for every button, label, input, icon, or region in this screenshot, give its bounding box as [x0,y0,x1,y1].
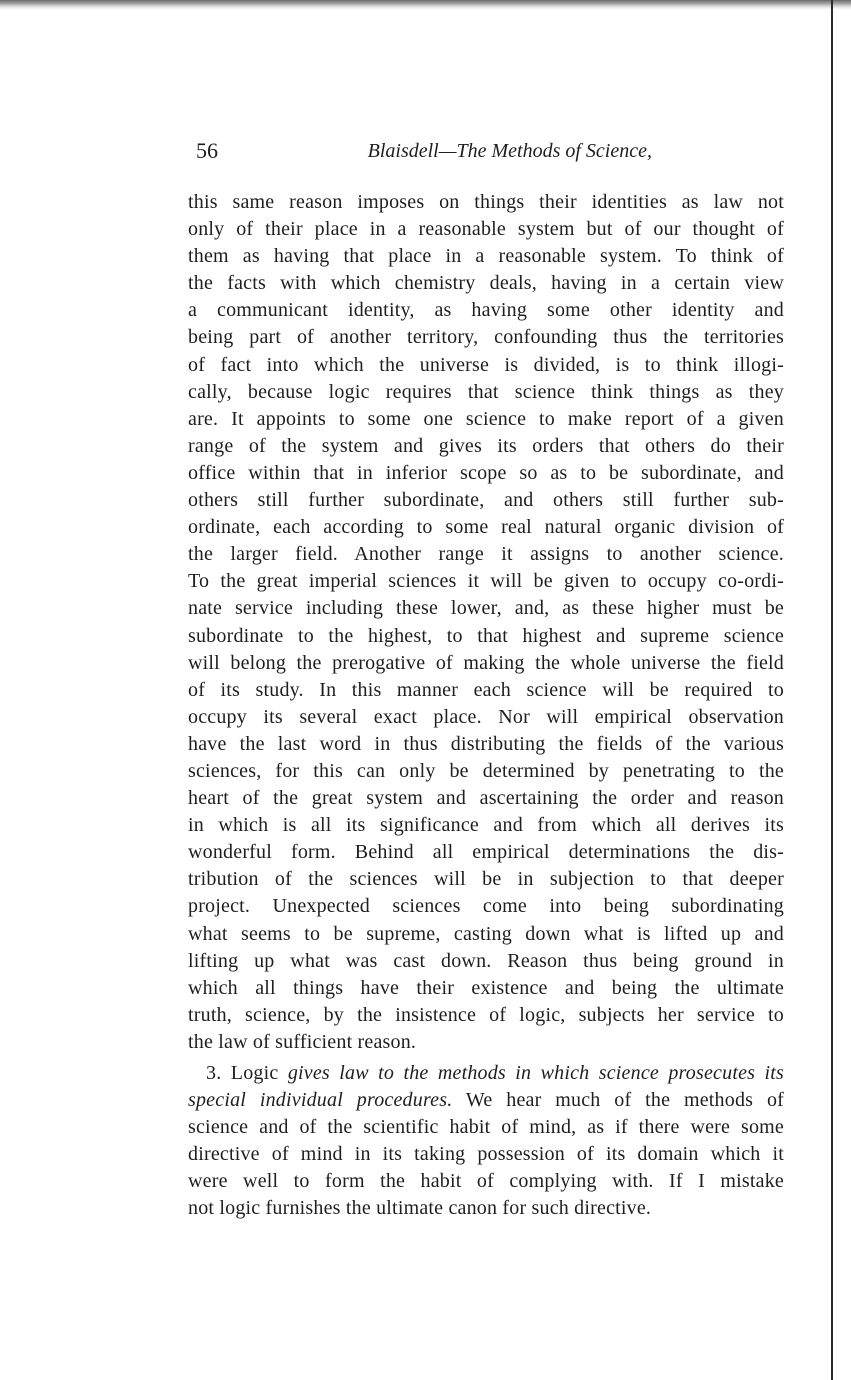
text-line: this same reason imposes on things their identities as law not [188,191,784,213]
text-line: wonderful form. Behind all empirical determinations the dis- [188,841,784,864]
paragraph-2 [188,1060,784,1223]
text-line: ordinate, each according to some real natural organic division of [188,516,784,539]
text-line: are. It appoints to some one science to make report of a given [188,407,784,430]
text-line: of its study. In this manner each science will be required to [188,678,784,701]
paragraph-1 [188,189,784,1056]
paragraph-2-second-line [188,1087,784,1114]
text-line: truth, science, by the insistence of logic, subjects her service to [188,1003,784,1026]
text-line: range of the system and gives its orders that others do their [188,434,784,457]
text-line: nate service including these lower, and, as these higher must be [188,597,784,620]
text-line: only of their place in a reasonable system but of our thought of [188,218,784,241]
text-line: of fact into which the universe is divided, is to think illogi- [188,353,784,376]
text-line: the facts with which chemistry deals, having in a certain view [188,272,784,295]
text-line: were well to form the habit of complying with. If I mistake [188,1170,784,1193]
page-right-edge [831,0,833,1380]
text-line: which all things have their existence and being the ultimate [188,976,784,999]
text-line: directive of mind in its taking possession of its domain which it [188,1143,784,1166]
section-number: 3. [206,1062,222,1084]
text-line: the law of sufficient reason. [188,1030,417,1053]
text-line: lifting up what was cast down. Reason thus being ground in [188,949,784,972]
text-line: office within that in inferior scope so as to be subordinate, and [188,461,784,484]
text-line: have the last word in thus distributing the fields of the various [188,732,784,755]
italic-phrase: special individual procedures. [188,1089,453,1112]
body-text [188,189,784,1223]
text-line: a communicant identity, as having some other identity and [188,299,784,322]
text-line: heart of the great system and ascertaining the order and reason [188,787,784,810]
text-line: cally, because logic requires that science think things as they [188,380,784,403]
text-line: subordinate to the highest, to that highest and supreme science [188,624,784,647]
text-line: others still further subordinate, and others still further sub- [188,489,784,512]
text-line: will belong the prerogative of making the whole universe the field [188,651,784,674]
paragraph-2-first-line [188,1060,784,1087]
page-top-edge [0,0,851,10]
text-line: science and of the scientific habit of mind, as if there were some [188,1116,784,1139]
text-line: the larger field. Another range it assigns to another science. [188,543,784,566]
page-header [196,138,652,168]
lead-word: Logic [230,1062,279,1084]
text-fragment: We hear much of the methods of [465,1089,785,1112]
text-line: sciences, for this can only be determined by penetrating to the [188,759,784,782]
running-title: Blaisdell—The Methods of Science, [367,140,652,162]
text-line: tribution of the sciences will be in subjection to that deeper [188,868,784,891]
text-line: in which is all its significance and from which all derives its [188,814,784,837]
text-line: occupy its several exact place. Nor will empirical observation [188,705,784,728]
page-number: 56 [196,138,218,163]
text-line: being part of another territory, confounding thus the territories [188,326,784,349]
text-line: not logic furnishes the ultimate canon for such directive. [188,1197,652,1220]
text-line: what seems to be supreme, casting down what is lifted up and [188,922,784,945]
text-line: project. Unexpected sciences come into being subordinating [188,895,784,918]
italic-phrase: gives law to the methods in which science prosecutes its [287,1062,785,1084]
text-line: To the great imperial sciences it will be given to occupy co-ordi- [188,570,784,593]
text-line: them as having that place in a reasonable system. To think of [188,245,784,268]
